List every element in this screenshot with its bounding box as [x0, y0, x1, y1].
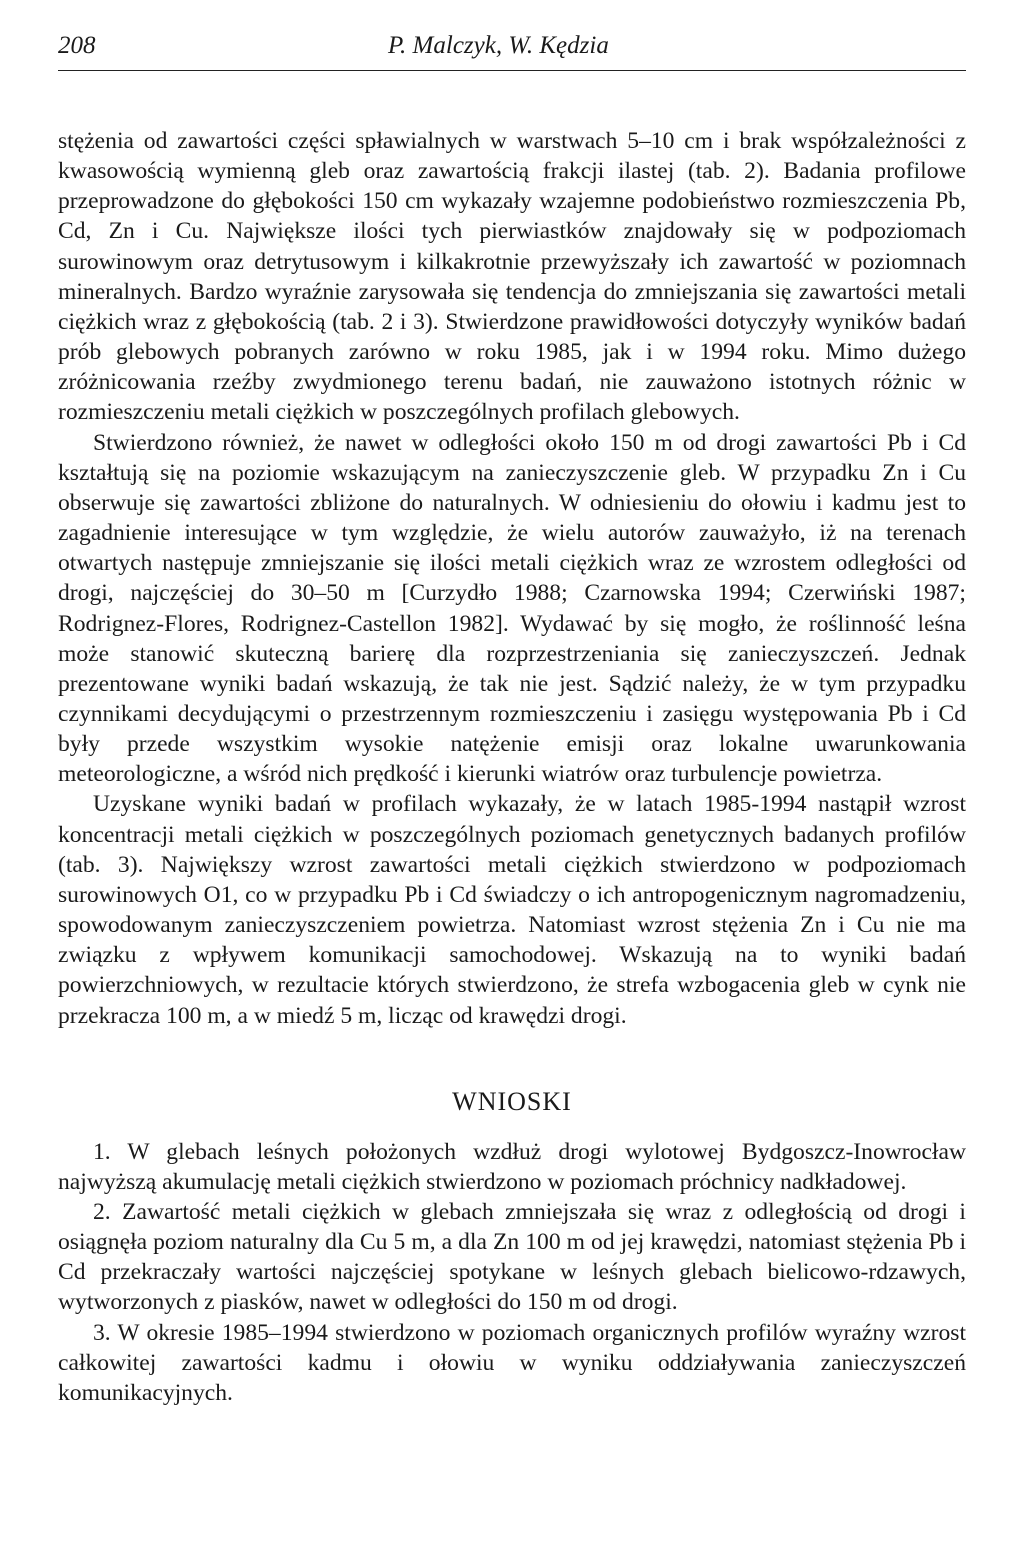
- running-header-authors: P. Malczyk, W. Kędzia: [388, 32, 609, 59]
- page-number: 208: [58, 32, 96, 59]
- section-heading-conclusions: WNIOSKI: [452, 1086, 572, 1116]
- body-paragraph: Uzyskane wyniki badań w profilach wykazały, że w latach 1985-1994 nastąpił wzrost koncentracji metali ciężkich w poszczególnych poziomach genetycznych badanych profilów (tab. 3). Największy wzrost zawartości metali ciężkich stwierdzono w podpoziomach surowinowych O1, co w przypadku Pb i Cd świadczy o ich antropogenicznym nagromadzeniu, spowodowanym zanieczyszczeniem powietrza. Natomiast wzrost stężenia Zn i Cu nie ma związku z wpływem komunikacji samochodowej. Wskazują na to wyniki badań powierzchniowych, w rezultacie których stwierdzono, że strefa wzbogacenia gleb w cynk nie przekracza 100 m, a w miedź 5 m, licząc od krawędzi drogi.: [58, 791, 966, 1029]
- body-paragraph: stężenia od zawartości części spławialnych w warstwach 5–10 cm i brak współzależności z kwasowością wymienną gleb oraz zawartością frakcji ilastej (tab. 2). Badania profilowe przeprowadzone do głębokości 150 cm wykazały wzajemne podobieństwo rozmieszczenia Pb, Cd, Zn i Cu. Największe ilości tych pierwiastków znajdowały się w podpoziomach surowinowym oraz detrytusowym i kilkakrotnie przewyższały ich zawartość w poziomnach mineralnych. Bardzo wyraźnie zarysowała się tendencja do zmniejszania się zawartości metali ciężkich wraz z głębokością (tab. 2 i 3). Stwierdzone prawidłowości dotyczyły wyników badań prób glebowych pobranych zarówno w roku 1985, jak i w 1994 roku. Mimo dużego zróżnicowania rzeźby zwydmionego terenu badań, nie zauważono istotnych różnic w rozmieszczeniu metali ciężkich w poszczególnych profilach glebowych.: [58, 128, 966, 426]
- document-page: [58, 32, 966, 1408]
- conclusion-item: 3. W okresie 1985–1994 stwierdzono w poziomach organicznych profilów wyraźny wzrost całkowitej zawartości kadmu i ołowiu w wyniku oddziaływania zanieczyszczeń komunikacyjnych.: [58, 1319, 966, 1406]
- body-paragraph: Stwierdzono również, że nawet w odległości około 150 m od drogi zawartości Pb i Cd kształtują się na poziomie wskazującym na zanieczyszczenie gleb. W przypadku Zn i Cu obserwuje się zawartości zbliżone do naturalnych. W odniesieniu do ołowiu i kadmu jest to zagadnienie interesujące w tym względzie, że wielu autorów zauważyło, iż na terenach otwartych następuje zmniejszanie się ilości metali ciężkich wraz ze wzrostem odległości od drogi, najczęściej do 30–50 m [Curzydło 1988; Czarnowska 1994; Czerwiński 1987; Rodrignez-Flores, Rodrignez-Castellon 1982]. Wydawać by się mogło, że roślinność leśna może stanowić skuteczną barierę dla rozprzestrzeniania się zanieczyszczeń. Jednak prezentowane wyniki badań wskazują, że tak nie jest. Sądzić należy, że w tym przypadku czynnikami decydującymi o przestrzennym rozmieszczeniu i zasięgu występowania Pb i Cd były przede wszystkim wysokie natężenie emisji oraz lokalne uwarunkowania meteorologiczne, a wśród nich prędkość i kierunki wiatrów oraz turbulencje powietrza.: [58, 429, 966, 788]
- conclusion-item: 2. Zawartość metali ciężkich w glebach zmniejszała się wraz z odległością od drogi i osiągnęła poziom naturalny dla Cu 5 m, a dla Zn 100 m od jej krawędzi, natomiast stężenia Pb i Cd przekraczały wartości najczęściej spotykane w leśnych glebach bielicowo-rdzawych, wytworzonych z piasków, nawet w odległości do 150 m od drogi.: [58, 1199, 966, 1316]
- conclusions-list: [58, 1137, 966, 1408]
- body-text: [58, 126, 966, 1031]
- running-header: [58, 32, 966, 71]
- conclusion-item: 1. W glebach leśnych położonych wzdłuż drogi wylotowej Bydgoszcz-Inowrocław najwyższą akumulację metali ciężkich stwierdzono w poziomach próchnicy nadkładowej.: [58, 1138, 966, 1195]
